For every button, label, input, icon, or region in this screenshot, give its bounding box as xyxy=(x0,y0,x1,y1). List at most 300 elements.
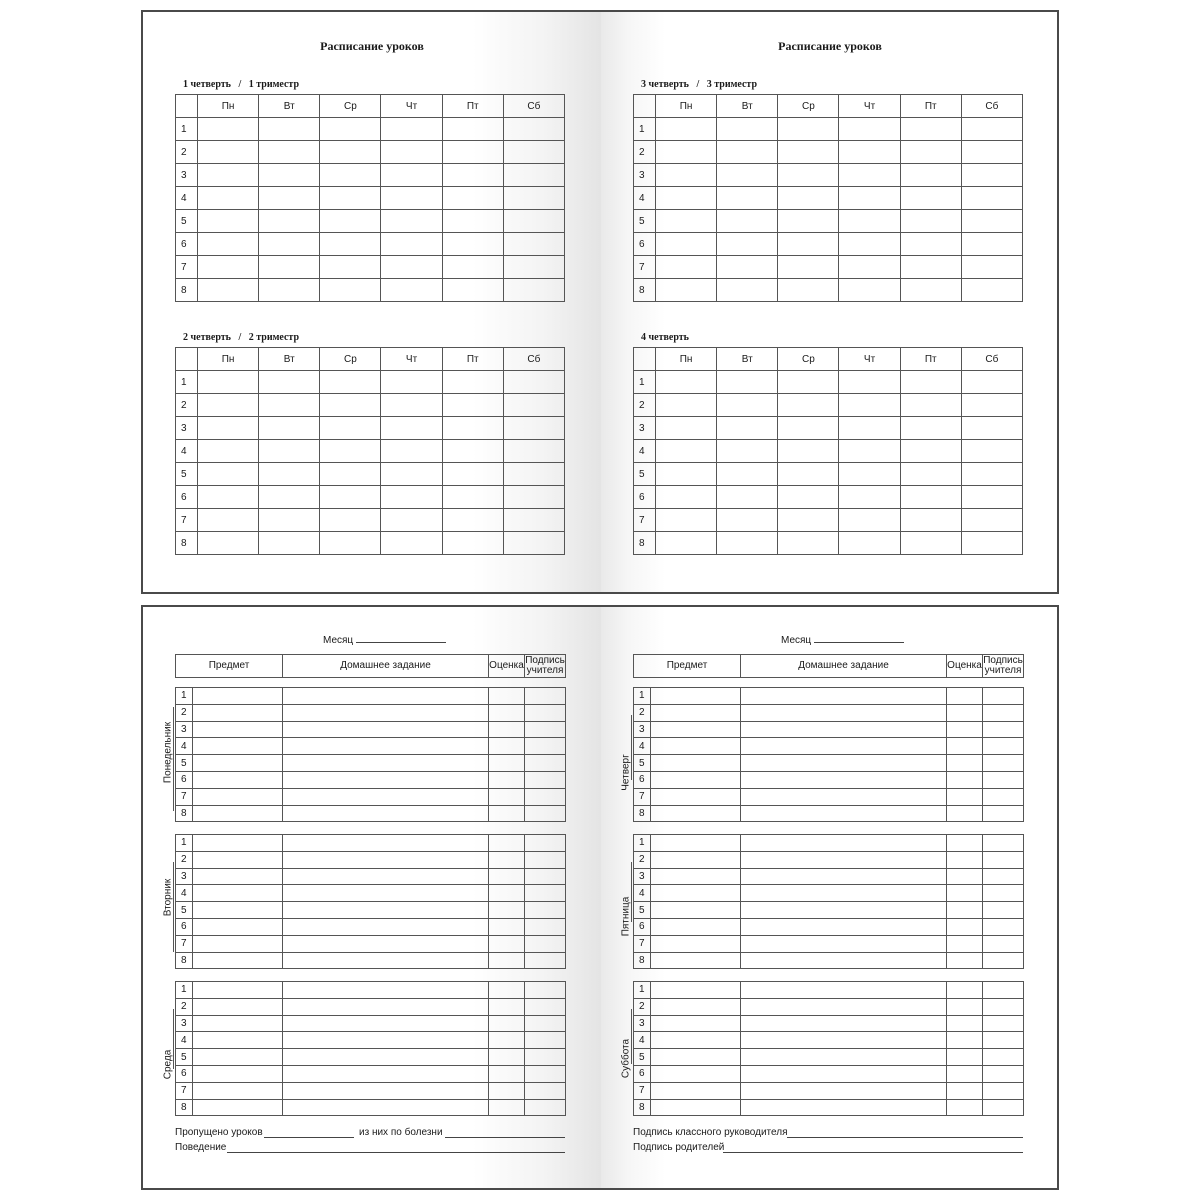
schedule-cell[interactable] xyxy=(442,210,503,233)
teacher-signature-cell[interactable] xyxy=(983,755,1024,772)
homework-cell[interactable] xyxy=(741,851,947,868)
schedule-cell[interactable] xyxy=(961,118,1022,141)
homework-cell[interactable] xyxy=(283,982,489,999)
schedule-cell[interactable] xyxy=(717,164,778,187)
schedule-cell[interactable] xyxy=(717,279,778,302)
teacher-signature-cell[interactable] xyxy=(983,851,1024,868)
schedule-cell[interactable] xyxy=(961,394,1022,417)
schedule-cell[interactable] xyxy=(900,463,961,486)
schedule-cell[interactable] xyxy=(381,463,442,486)
subject-cell[interactable] xyxy=(651,1082,741,1099)
month-blank[interactable] xyxy=(356,634,446,643)
subject-cell[interactable] xyxy=(651,952,741,969)
homework-cell[interactable] xyxy=(741,721,947,738)
teacher-signature-cell[interactable] xyxy=(525,868,566,885)
schedule-cell[interactable] xyxy=(442,141,503,164)
schedule-cell[interactable] xyxy=(259,486,320,509)
schedule-cell[interactable] xyxy=(198,486,259,509)
schedule-cell[interactable] xyxy=(778,141,839,164)
schedule-cell[interactable] xyxy=(656,256,717,279)
schedule-cell[interactable] xyxy=(442,118,503,141)
teacher-signature-cell[interactable] xyxy=(983,835,1024,852)
teacher-signature-cell[interactable] xyxy=(983,935,1024,952)
schedule-cell[interactable] xyxy=(320,118,381,141)
teacher-signature-cell[interactable] xyxy=(983,868,1024,885)
homework-cell[interactable] xyxy=(283,1082,489,1099)
schedule-cell[interactable] xyxy=(717,210,778,233)
schedule-cell[interactable] xyxy=(961,279,1022,302)
schedule-cell[interactable] xyxy=(717,187,778,210)
grade-cell[interactable] xyxy=(489,771,525,788)
schedule-cell[interactable] xyxy=(259,417,320,440)
schedule-cell[interactable] xyxy=(717,532,778,555)
schedule-cell[interactable] xyxy=(503,279,564,302)
teacher-signature-cell[interactable] xyxy=(983,1099,1024,1116)
grade-cell[interactable] xyxy=(947,738,983,755)
schedule-cell[interactable] xyxy=(778,210,839,233)
schedule-cell[interactable] xyxy=(198,532,259,555)
schedule-cell[interactable] xyxy=(320,463,381,486)
schedule-cell[interactable] xyxy=(320,532,381,555)
schedule-cell[interactable] xyxy=(717,256,778,279)
teacher-signature-cell[interactable] xyxy=(525,835,566,852)
subject-cell[interactable] xyxy=(651,738,741,755)
schedule-cell[interactable] xyxy=(381,417,442,440)
grade-cell[interactable] xyxy=(947,835,983,852)
schedule-cell[interactable] xyxy=(656,279,717,302)
teacher-signature-cell[interactable] xyxy=(983,1032,1024,1049)
schedule-cell[interactable] xyxy=(381,371,442,394)
subject-cell[interactable] xyxy=(651,805,741,822)
subject-cell[interactable] xyxy=(651,1065,741,1082)
teacher-signature-cell[interactable] xyxy=(525,755,566,772)
schedule-cell[interactable] xyxy=(656,486,717,509)
schedule-cell[interactable] xyxy=(259,509,320,532)
teacher-signature-cell[interactable] xyxy=(983,1082,1024,1099)
schedule-cell[interactable] xyxy=(961,141,1022,164)
homework-cell[interactable] xyxy=(283,885,489,902)
homework-cell[interactable] xyxy=(741,998,947,1015)
grade-cell[interactable] xyxy=(947,704,983,721)
homework-cell[interactable] xyxy=(741,1032,947,1049)
subject-cell[interactable] xyxy=(651,885,741,902)
schedule-cell[interactable] xyxy=(503,417,564,440)
schedule-cell[interactable] xyxy=(656,233,717,256)
schedule-cell[interactable] xyxy=(717,486,778,509)
schedule-cell[interactable] xyxy=(961,440,1022,463)
grade-cell[interactable] xyxy=(489,835,525,852)
subject-cell[interactable] xyxy=(651,868,741,885)
grade-cell[interactable] xyxy=(489,1065,525,1082)
teacher-signature-cell[interactable] xyxy=(983,885,1024,902)
schedule-cell[interactable] xyxy=(259,164,320,187)
schedule-cell[interactable] xyxy=(198,187,259,210)
schedule-cell[interactable] xyxy=(320,417,381,440)
teacher-signature-cell[interactable] xyxy=(983,721,1024,738)
schedule-cell[interactable] xyxy=(961,164,1022,187)
homework-cell[interactable] xyxy=(283,851,489,868)
teacher-signature-cell[interactable] xyxy=(525,935,566,952)
homework-cell[interactable] xyxy=(741,1082,947,1099)
schedule-cell[interactable] xyxy=(503,486,564,509)
schedule-cell[interactable] xyxy=(656,141,717,164)
schedule-cell[interactable] xyxy=(198,463,259,486)
schedule-cell[interactable] xyxy=(839,463,900,486)
schedule-cell[interactable] xyxy=(503,532,564,555)
schedule-cell[interactable] xyxy=(900,371,961,394)
homework-cell[interactable] xyxy=(741,1015,947,1032)
schedule-cell[interactable] xyxy=(778,164,839,187)
teacher-signature-cell[interactable] xyxy=(525,982,566,999)
grade-cell[interactable] xyxy=(947,868,983,885)
homework-cell[interactable] xyxy=(283,805,489,822)
homework-cell[interactable] xyxy=(741,788,947,805)
schedule-cell[interactable] xyxy=(839,532,900,555)
schedule-cell[interactable] xyxy=(900,394,961,417)
schedule-cell[interactable] xyxy=(259,394,320,417)
subject-cell[interactable] xyxy=(651,1015,741,1032)
grade-cell[interactable] xyxy=(947,1032,983,1049)
schedule-cell[interactable] xyxy=(198,394,259,417)
subject-cell[interactable] xyxy=(651,902,741,919)
grade-cell[interactable] xyxy=(947,935,983,952)
schedule-cell[interactable] xyxy=(656,187,717,210)
grade-cell[interactable] xyxy=(947,902,983,919)
grade-cell[interactable] xyxy=(489,721,525,738)
subject-cell[interactable] xyxy=(193,771,283,788)
schedule-cell[interactable] xyxy=(961,463,1022,486)
schedule-cell[interactable] xyxy=(259,233,320,256)
schedule-cell[interactable] xyxy=(900,210,961,233)
schedule-cell[interactable] xyxy=(839,509,900,532)
schedule-cell[interactable] xyxy=(900,417,961,440)
grade-cell[interactable] xyxy=(947,805,983,822)
schedule-cell[interactable] xyxy=(656,371,717,394)
homework-cell[interactable] xyxy=(283,952,489,969)
schedule-cell[interactable] xyxy=(839,210,900,233)
teacher-signature-cell[interactable] xyxy=(525,721,566,738)
schedule-cell[interactable] xyxy=(839,440,900,463)
grade-cell[interactable] xyxy=(489,1015,525,1032)
schedule-cell[interactable] xyxy=(198,440,259,463)
schedule-cell[interactable] xyxy=(656,394,717,417)
schedule-cell[interactable] xyxy=(381,509,442,532)
schedule-cell[interactable] xyxy=(778,371,839,394)
homework-cell[interactable] xyxy=(741,835,947,852)
schedule-cell[interactable] xyxy=(503,118,564,141)
subject-cell[interactable] xyxy=(193,982,283,999)
homework-cell[interactable] xyxy=(283,918,489,935)
schedule-cell[interactable] xyxy=(320,187,381,210)
schedule-cell[interactable] xyxy=(778,486,839,509)
teacher-signature-cell[interactable] xyxy=(983,952,1024,969)
teacher-signature-cell[interactable] xyxy=(983,688,1024,705)
schedule-cell[interactable] xyxy=(198,233,259,256)
schedule-cell[interactable] xyxy=(320,486,381,509)
schedule-cell[interactable] xyxy=(717,371,778,394)
grade-cell[interactable] xyxy=(489,885,525,902)
subject-cell[interactable] xyxy=(193,918,283,935)
schedule-cell[interactable] xyxy=(381,486,442,509)
schedule-cell[interactable] xyxy=(900,187,961,210)
grade-cell[interactable] xyxy=(489,851,525,868)
grade-cell[interactable] xyxy=(947,998,983,1015)
teacher-signature-cell[interactable] xyxy=(525,1065,566,1082)
schedule-cell[interactable] xyxy=(320,279,381,302)
schedule-cell[interactable] xyxy=(442,486,503,509)
grade-cell[interactable] xyxy=(947,1082,983,1099)
schedule-cell[interactable] xyxy=(778,417,839,440)
homework-cell[interactable] xyxy=(741,1049,947,1066)
subject-cell[interactable] xyxy=(651,835,741,852)
schedule-cell[interactable] xyxy=(503,233,564,256)
subject-cell[interactable] xyxy=(651,998,741,1015)
schedule-cell[interactable] xyxy=(900,509,961,532)
schedule-cell[interactable] xyxy=(320,509,381,532)
homework-cell[interactable] xyxy=(741,1099,947,1116)
homework-cell[interactable] xyxy=(283,1015,489,1032)
subject-cell[interactable] xyxy=(193,998,283,1015)
schedule-cell[interactable] xyxy=(961,486,1022,509)
subject-cell[interactable] xyxy=(193,704,283,721)
subject-cell[interactable] xyxy=(651,1032,741,1049)
teacher-signature-cell[interactable] xyxy=(983,738,1024,755)
schedule-cell[interactable] xyxy=(839,279,900,302)
schedule-cell[interactable] xyxy=(839,187,900,210)
schedule-cell[interactable] xyxy=(778,279,839,302)
teacher-signature-cell[interactable] xyxy=(525,1032,566,1049)
teacher-signature-cell[interactable] xyxy=(983,771,1024,788)
schedule-cell[interactable] xyxy=(961,371,1022,394)
grade-cell[interactable] xyxy=(489,688,525,705)
schedule-cell[interactable] xyxy=(320,371,381,394)
schedule-cell[interactable] xyxy=(198,118,259,141)
teacher-signature-cell[interactable] xyxy=(983,1065,1024,1082)
schedule-cell[interactable] xyxy=(717,141,778,164)
subject-cell[interactable] xyxy=(651,688,741,705)
homework-cell[interactable] xyxy=(741,1065,947,1082)
schedule-cell[interactable] xyxy=(320,210,381,233)
schedule-cell[interactable] xyxy=(381,141,442,164)
schedule-cell[interactable] xyxy=(198,210,259,233)
homework-cell[interactable] xyxy=(741,755,947,772)
grade-cell[interactable] xyxy=(489,952,525,969)
subject-cell[interactable] xyxy=(193,935,283,952)
schedule-cell[interactable] xyxy=(961,233,1022,256)
subject-cell[interactable] xyxy=(651,721,741,738)
subject-cell[interactable] xyxy=(651,982,741,999)
teacher-signature-cell[interactable] xyxy=(983,1015,1024,1032)
homework-cell[interactable] xyxy=(283,935,489,952)
homework-cell[interactable] xyxy=(741,868,947,885)
grade-cell[interactable] xyxy=(947,755,983,772)
schedule-cell[interactable] xyxy=(198,417,259,440)
homework-cell[interactable] xyxy=(283,704,489,721)
teacher-signature-cell[interactable] xyxy=(983,982,1024,999)
teacher-signature-cell[interactable] xyxy=(525,1082,566,1099)
schedule-cell[interactable] xyxy=(656,532,717,555)
schedule-cell[interactable] xyxy=(778,440,839,463)
schedule-cell[interactable] xyxy=(900,118,961,141)
schedule-cell[interactable] xyxy=(778,187,839,210)
schedule-cell[interactable] xyxy=(442,233,503,256)
teacher-signature-cell[interactable] xyxy=(525,1015,566,1032)
schedule-cell[interactable] xyxy=(961,509,1022,532)
subject-cell[interactable] xyxy=(193,688,283,705)
teacher-signature-cell[interactable] xyxy=(525,805,566,822)
homework-cell[interactable] xyxy=(741,704,947,721)
schedule-cell[interactable] xyxy=(259,532,320,555)
schedule-cell[interactable] xyxy=(381,187,442,210)
schedule-cell[interactable] xyxy=(442,187,503,210)
grade-cell[interactable] xyxy=(489,805,525,822)
schedule-cell[interactable] xyxy=(381,440,442,463)
subject-cell[interactable] xyxy=(193,738,283,755)
teacher-signature-cell[interactable] xyxy=(983,805,1024,822)
subject-cell[interactable] xyxy=(651,788,741,805)
schedule-cell[interactable] xyxy=(656,440,717,463)
teacher-signature-cell[interactable] xyxy=(525,1049,566,1066)
grade-cell[interactable] xyxy=(947,851,983,868)
schedule-cell[interactable] xyxy=(717,394,778,417)
homework-cell[interactable] xyxy=(283,835,489,852)
schedule-cell[interactable] xyxy=(442,417,503,440)
homework-cell[interactable] xyxy=(741,738,947,755)
homework-cell[interactable] xyxy=(741,771,947,788)
schedule-cell[interactable] xyxy=(961,256,1022,279)
schedule-cell[interactable] xyxy=(778,532,839,555)
schedule-cell[interactable] xyxy=(259,118,320,141)
schedule-cell[interactable] xyxy=(381,164,442,187)
schedule-cell[interactable] xyxy=(320,141,381,164)
grade-cell[interactable] xyxy=(947,918,983,935)
subject-cell[interactable] xyxy=(193,1015,283,1032)
homework-cell[interactable] xyxy=(741,885,947,902)
schedule-cell[interactable] xyxy=(900,486,961,509)
grade-cell[interactable] xyxy=(489,998,525,1015)
grade-cell[interactable] xyxy=(489,738,525,755)
homework-cell[interactable] xyxy=(741,918,947,935)
grade-cell[interactable] xyxy=(947,1015,983,1032)
homework-cell[interactable] xyxy=(283,755,489,772)
homework-cell[interactable] xyxy=(741,902,947,919)
schedule-cell[interactable] xyxy=(259,187,320,210)
schedule-cell[interactable] xyxy=(961,532,1022,555)
grade-cell[interactable] xyxy=(489,902,525,919)
homework-cell[interactable] xyxy=(741,982,947,999)
schedule-cell[interactable] xyxy=(259,256,320,279)
subject-cell[interactable] xyxy=(651,755,741,772)
teacher-signature-cell[interactable] xyxy=(983,1049,1024,1066)
homework-cell[interactable] xyxy=(741,805,947,822)
homework-cell[interactable] xyxy=(741,688,947,705)
schedule-cell[interactable] xyxy=(717,440,778,463)
homework-cell[interactable] xyxy=(283,868,489,885)
schedule-cell[interactable] xyxy=(839,256,900,279)
schedule-cell[interactable] xyxy=(717,118,778,141)
schedule-cell[interactable] xyxy=(442,440,503,463)
schedule-cell[interactable] xyxy=(259,141,320,164)
schedule-cell[interactable] xyxy=(442,509,503,532)
subject-cell[interactable] xyxy=(193,851,283,868)
schedule-cell[interactable] xyxy=(900,532,961,555)
schedule-cell[interactable] xyxy=(259,371,320,394)
homework-cell[interactable] xyxy=(283,1099,489,1116)
grade-cell[interactable] xyxy=(947,1049,983,1066)
schedule-cell[interactable] xyxy=(839,371,900,394)
subject-cell[interactable] xyxy=(193,835,283,852)
schedule-cell[interactable] xyxy=(198,509,259,532)
schedule-cell[interactable] xyxy=(778,256,839,279)
teacher-signature-cell[interactable] xyxy=(525,851,566,868)
teacher-signature-cell[interactable] xyxy=(525,918,566,935)
grade-cell[interactable] xyxy=(489,918,525,935)
subject-cell[interactable] xyxy=(193,755,283,772)
schedule-cell[interactable] xyxy=(503,210,564,233)
schedule-cell[interactable] xyxy=(320,233,381,256)
schedule-cell[interactable] xyxy=(320,164,381,187)
subject-cell[interactable] xyxy=(651,851,741,868)
homework-cell[interactable] xyxy=(283,902,489,919)
grade-cell[interactable] xyxy=(489,1099,525,1116)
schedule-cell[interactable] xyxy=(442,256,503,279)
grade-cell[interactable] xyxy=(947,952,983,969)
homework-cell[interactable] xyxy=(283,998,489,1015)
schedule-cell[interactable] xyxy=(778,463,839,486)
grade-cell[interactable] xyxy=(489,982,525,999)
class-teacher-signature-blank[interactable] xyxy=(787,1137,1023,1138)
schedule-cell[interactable] xyxy=(503,371,564,394)
subject-cell[interactable] xyxy=(651,918,741,935)
schedule-cell[interactable] xyxy=(839,417,900,440)
teacher-signature-cell[interactable] xyxy=(983,788,1024,805)
schedule-cell[interactable] xyxy=(320,440,381,463)
schedule-cell[interactable] xyxy=(198,279,259,302)
schedule-cell[interactable] xyxy=(961,417,1022,440)
schedule-cell[interactable] xyxy=(381,233,442,256)
schedule-cell[interactable] xyxy=(503,509,564,532)
schedule-cell[interactable] xyxy=(442,279,503,302)
schedule-cell[interactable] xyxy=(320,394,381,417)
schedule-cell[interactable] xyxy=(442,371,503,394)
schedule-cell[interactable] xyxy=(198,141,259,164)
subject-cell[interactable] xyxy=(193,902,283,919)
teacher-signature-cell[interactable] xyxy=(525,1099,566,1116)
schedule-cell[interactable] xyxy=(900,279,961,302)
homework-cell[interactable] xyxy=(283,1065,489,1082)
subject-cell[interactable] xyxy=(651,704,741,721)
teacher-signature-cell[interactable] xyxy=(525,704,566,721)
schedule-cell[interactable] xyxy=(198,256,259,279)
teacher-signature-cell[interactable] xyxy=(525,952,566,969)
parents-signature-blank[interactable] xyxy=(723,1152,1023,1153)
month-blank[interactable] xyxy=(814,634,904,643)
homework-cell[interactable] xyxy=(283,788,489,805)
teacher-signature-cell[interactable] xyxy=(983,918,1024,935)
grade-cell[interactable] xyxy=(489,704,525,721)
schedule-cell[interactable] xyxy=(503,187,564,210)
schedule-cell[interactable] xyxy=(961,210,1022,233)
grade-cell[interactable] xyxy=(489,868,525,885)
grade-cell[interactable] xyxy=(489,788,525,805)
schedule-cell[interactable] xyxy=(839,394,900,417)
schedule-cell[interactable] xyxy=(656,463,717,486)
schedule-cell[interactable] xyxy=(503,141,564,164)
schedule-cell[interactable] xyxy=(656,417,717,440)
grade-cell[interactable] xyxy=(947,885,983,902)
homework-cell[interactable] xyxy=(741,935,947,952)
grade-cell[interactable] xyxy=(947,982,983,999)
